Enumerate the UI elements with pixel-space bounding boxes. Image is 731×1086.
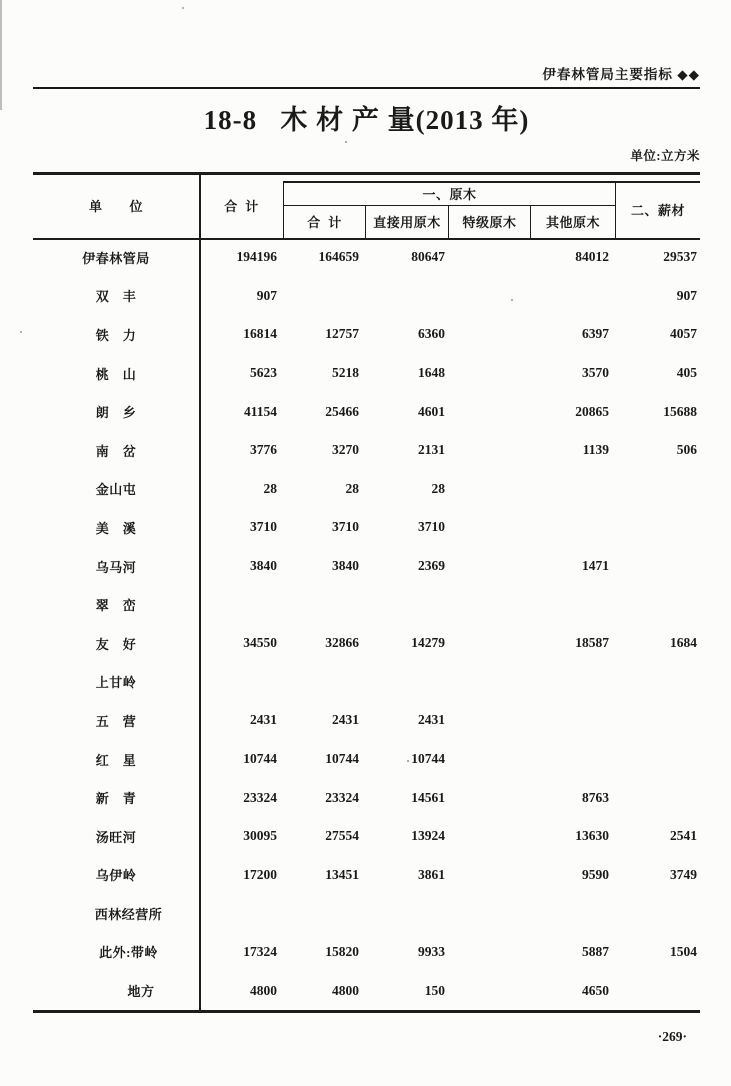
cell-log-other: 20865 bbox=[575, 403, 609, 419]
cell-log-total bbox=[283, 585, 365, 624]
cell-log-other bbox=[530, 470, 615, 509]
cell-log-other bbox=[530, 585, 615, 624]
cell-firewood bbox=[615, 508, 700, 547]
cell-log-special bbox=[448, 971, 530, 1010]
cell-log-total: 3840 bbox=[332, 558, 359, 574]
cell-firewood: 29537 bbox=[663, 249, 697, 265]
col-header-group-logs: 一、原木 bbox=[422, 186, 477, 202]
cell-log-other: 1471 bbox=[582, 558, 609, 574]
cell-total: 28 bbox=[263, 480, 277, 496]
row-label: 朗 乡 bbox=[95, 405, 137, 421]
cell-log-total: 12757 bbox=[325, 326, 359, 342]
row-label: 此外:带岭 bbox=[99, 945, 158, 961]
data-table bbox=[33, 172, 700, 1013]
cell-log-special bbox=[448, 547, 530, 586]
cell-log-other: 84012 bbox=[575, 249, 609, 265]
cell-log-special bbox=[448, 701, 530, 740]
row-label: 友 好 bbox=[95, 636, 137, 652]
cell-log-special bbox=[448, 624, 530, 663]
table-row bbox=[33, 971, 700, 1010]
row-label: 上甘岭 bbox=[95, 675, 137, 691]
row-label: 桃 山 bbox=[95, 366, 137, 382]
row-label: 南 岔 bbox=[95, 443, 137, 459]
cell-log-other: 1139 bbox=[582, 442, 609, 458]
cell-firewood: 907 bbox=[676, 287, 697, 303]
cell-total: 3776 bbox=[250, 442, 277, 458]
row-label: 美 溪 bbox=[95, 520, 137, 536]
table-row bbox=[33, 354, 700, 393]
page-number: ·269· bbox=[657, 1029, 687, 1044]
cell-log-other bbox=[530, 740, 615, 779]
cell-log-special bbox=[448, 894, 530, 933]
row-label: 伊春林管局 bbox=[82, 250, 150, 266]
cell-log-other: 8763 bbox=[582, 789, 609, 805]
table-row bbox=[33, 740, 700, 779]
cell-log-total: 27554 bbox=[325, 828, 359, 844]
cell-total: 4800 bbox=[250, 982, 277, 998]
cell-log-other: 4650 bbox=[582, 982, 609, 998]
row-label: 地方 bbox=[127, 984, 155, 1000]
cell-total: 3840 bbox=[250, 558, 277, 574]
cell-log-other bbox=[530, 277, 615, 316]
cell-log-total: 5218 bbox=[332, 365, 359, 381]
table-row bbox=[33, 431, 700, 470]
cell-log-special bbox=[448, 392, 530, 431]
cell-log-direct bbox=[365, 277, 448, 316]
table-row bbox=[33, 624, 700, 663]
col-header-log-other: 其他原木 bbox=[545, 215, 600, 230]
cell-total: 16814 bbox=[243, 326, 277, 342]
table-row bbox=[33, 585, 700, 624]
row-label: 金山屯 bbox=[95, 482, 137, 498]
scan-edge-smudge bbox=[0, 0, 2, 110]
table-row bbox=[33, 547, 700, 586]
table-row bbox=[33, 663, 700, 702]
cell-firewood bbox=[615, 778, 700, 817]
cell-log-direct bbox=[365, 663, 448, 702]
table-row bbox=[33, 470, 700, 509]
cell-log-special bbox=[448, 315, 530, 354]
cell-log-total: 28 bbox=[345, 480, 359, 496]
cell-log-special bbox=[448, 354, 530, 393]
col-header-group-firewood: 二、薪材 bbox=[630, 203, 685, 218]
unit-note: 单位:立方米 bbox=[630, 149, 700, 163]
table-bottom-border bbox=[33, 1010, 700, 1013]
table-row bbox=[33, 508, 700, 547]
cell-total: 3710 bbox=[250, 519, 277, 535]
cell-log-other: 6397 bbox=[582, 326, 609, 342]
cell-log-special bbox=[448, 238, 530, 277]
cell-log-special bbox=[448, 470, 530, 509]
cell-log-direct: 2369 bbox=[418, 558, 445, 574]
cell-firewood: 1504 bbox=[670, 943, 697, 959]
table-row bbox=[33, 238, 700, 277]
cell-total: 17200 bbox=[243, 866, 277, 882]
cell-log-other bbox=[530, 663, 615, 702]
cell-log-special bbox=[448, 856, 530, 895]
cell-log-total bbox=[283, 894, 365, 933]
cell-firewood bbox=[615, 663, 700, 702]
cell-total: 2431 bbox=[250, 712, 277, 728]
col-header-log-direct: 直接用原木 bbox=[373, 215, 441, 230]
col-header-total: 合 计 bbox=[224, 198, 259, 214]
cell-log-direct: 2131 bbox=[418, 442, 445, 458]
cell-firewood bbox=[615, 470, 700, 509]
cell-log-special bbox=[448, 778, 530, 817]
cell-log-other: 3570 bbox=[582, 365, 609, 381]
cell-firewood bbox=[615, 894, 700, 933]
cell-total: 34550 bbox=[243, 635, 277, 651]
cell-log-direct: 14279 bbox=[411, 635, 445, 651]
cell-log-total bbox=[283, 663, 365, 702]
row-label: 乌马河 bbox=[95, 559, 137, 575]
cell-log-other bbox=[530, 894, 615, 933]
scan-speck bbox=[345, 141, 347, 143]
cell-total: 17324 bbox=[243, 943, 277, 959]
cell-log-total: 32866 bbox=[325, 635, 359, 651]
table-row bbox=[33, 701, 700, 740]
cell-log-special bbox=[448, 508, 530, 547]
cell-log-special bbox=[448, 431, 530, 470]
table-row bbox=[33, 933, 700, 972]
cell-log-total bbox=[283, 277, 365, 316]
scan-speck bbox=[182, 7, 184, 9]
cell-firewood: 1684 bbox=[670, 635, 697, 651]
cell-firewood bbox=[615, 701, 700, 740]
cell-log-other: 9590 bbox=[582, 866, 609, 882]
row-label: 翠 峦 bbox=[95, 598, 137, 614]
cell-total bbox=[199, 585, 283, 624]
cell-log-direct: 150 bbox=[424, 982, 445, 998]
cell-total: 41154 bbox=[243, 403, 277, 419]
cell-log-direct: 13924 bbox=[411, 828, 445, 844]
cell-log-special bbox=[448, 933, 530, 972]
cell-log-direct: 6360 bbox=[418, 326, 445, 342]
row-label: 红 星 bbox=[95, 752, 137, 768]
cell-firewood: 2541 bbox=[670, 828, 697, 844]
cell-total: 30095 bbox=[243, 828, 277, 844]
cell-log-other: 5887 bbox=[582, 943, 609, 959]
row-label: 五 营 bbox=[95, 713, 137, 729]
table-row bbox=[33, 894, 700, 933]
row-label: 西林经营所 bbox=[94, 906, 163, 922]
table-row bbox=[33, 315, 700, 354]
cell-log-total: 164659 bbox=[318, 249, 359, 265]
cell-firewood bbox=[615, 740, 700, 779]
cell-log-special bbox=[448, 663, 530, 702]
cell-total bbox=[199, 894, 283, 933]
cell-log-total: 10744 bbox=[325, 751, 359, 767]
cell-firewood: 3749 bbox=[670, 866, 697, 882]
row-label: 新 青 bbox=[95, 791, 137, 807]
row-label: 乌伊岭 bbox=[95, 868, 137, 884]
cell-firewood: 15688 bbox=[663, 403, 697, 419]
cell-log-direct: 2431 bbox=[418, 712, 445, 728]
cell-log-direct: 9933 bbox=[418, 943, 445, 959]
running-header: 伊春林管局主要指标 ◆◆ bbox=[542, 67, 700, 82]
col-header-log-special: 特级原木 bbox=[462, 215, 517, 230]
cell-log-direct: 1648 bbox=[418, 365, 445, 381]
cell-log-special bbox=[448, 277, 530, 316]
cell-total: 194196 bbox=[236, 249, 277, 265]
cell-log-direct: 3710 bbox=[418, 519, 445, 535]
cell-log-total: 13451 bbox=[325, 866, 359, 882]
header-rule bbox=[33, 87, 700, 89]
cell-log-direct: 80647 bbox=[411, 249, 445, 265]
col-header-log-total: 合 计 bbox=[307, 215, 342, 230]
cell-firewood bbox=[615, 585, 700, 624]
cell-total bbox=[199, 663, 283, 702]
cell-firewood bbox=[615, 971, 700, 1010]
cell-log-direct: 4601 bbox=[418, 403, 445, 419]
table-body bbox=[33, 238, 700, 1010]
cell-log-direct: 14561 bbox=[411, 789, 445, 805]
row-label: 汤旺河 bbox=[95, 829, 137, 845]
cell-total: 10744 bbox=[243, 751, 277, 767]
cell-log-total: 25466 bbox=[325, 403, 359, 419]
table-row bbox=[33, 392, 700, 431]
cell-firewood: 405 bbox=[676, 365, 697, 381]
cell-log-total: 4800 bbox=[332, 982, 359, 998]
cell-log-direct bbox=[365, 585, 448, 624]
cell-log-special bbox=[448, 817, 530, 856]
table-row bbox=[33, 778, 700, 817]
cell-log-total: 15820 bbox=[325, 943, 359, 959]
cell-log-other bbox=[530, 701, 615, 740]
cell-total: 5623 bbox=[250, 365, 277, 381]
cell-log-direct bbox=[365, 894, 448, 933]
cell-log-total: 3710 bbox=[332, 519, 359, 535]
cell-log-direct: 3861 bbox=[418, 866, 445, 882]
page-title: 18-8 木 材 产 量(2013 年) bbox=[203, 105, 530, 135]
cell-log-special bbox=[448, 585, 530, 624]
row-label: 铁 力 bbox=[95, 327, 137, 343]
cell-firewood bbox=[615, 547, 700, 586]
cell-log-total: 3270 bbox=[332, 442, 359, 458]
table-row bbox=[33, 817, 700, 856]
cell-log-special bbox=[448, 740, 530, 779]
table-row bbox=[33, 856, 700, 895]
col-header-unit: 单 位 bbox=[88, 198, 143, 214]
cell-total: 23324 bbox=[243, 789, 277, 805]
cell-total: 907 bbox=[256, 287, 277, 303]
cell-log-total: 2431 bbox=[332, 712, 359, 728]
cell-log-other: 18587 bbox=[575, 635, 609, 651]
table-row bbox=[33, 277, 700, 316]
scan-speck bbox=[20, 331, 22, 333]
cell-log-total: 23324 bbox=[325, 789, 359, 805]
cell-firewood: 4057 bbox=[670, 326, 697, 342]
cell-log-direct: 28 bbox=[431, 480, 445, 496]
cell-log-other: 13630 bbox=[575, 828, 609, 844]
cell-firewood: 506 bbox=[676, 442, 697, 458]
cell-log-direct: 10744 bbox=[411, 751, 445, 767]
row-label: 双 丰 bbox=[95, 289, 137, 305]
cell-log-other bbox=[530, 508, 615, 547]
